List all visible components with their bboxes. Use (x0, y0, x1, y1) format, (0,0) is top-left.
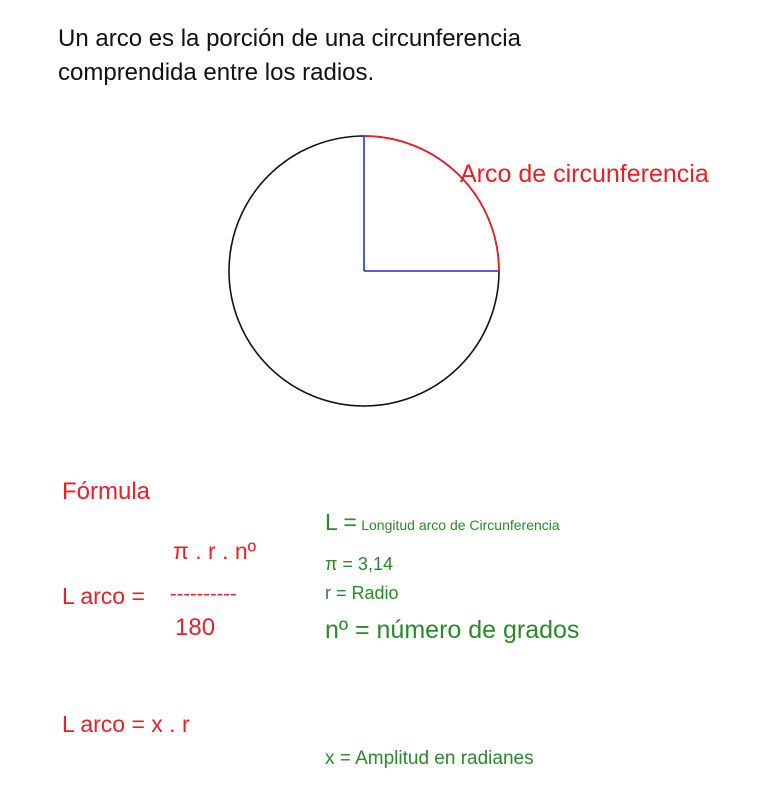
formula-fraction-bar: ---------- (170, 583, 237, 605)
formula-title: Fórmula (62, 478, 151, 505)
legend-r: r = Radio (325, 583, 399, 603)
intro-line-2: comprendida entre los radios. (58, 59, 375, 86)
legend-x: x = Amplitud en radianes (325, 748, 534, 769)
legend-pi: π = 3,14 (325, 554, 393, 574)
formula-numerator: π . r . nº (173, 538, 257, 564)
legend-l (325, 509, 560, 536)
formula-radians: L arco = x . r (62, 711, 190, 737)
formula-lhs: L arco = (62, 583, 145, 609)
legend-l-desc: Longitud arco de Circunferencia (361, 517, 560, 533)
formula-denominator: 180 (175, 614, 216, 641)
legend-l-symbol: L = (325, 509, 357, 535)
arc-highlight (364, 136, 499, 271)
arc-label: Arco de circunferencia (460, 160, 709, 188)
legend-n: nº = número de grados (325, 616, 580, 644)
intro-line-1: Un arco es la porción de una circunferencia (58, 25, 521, 52)
